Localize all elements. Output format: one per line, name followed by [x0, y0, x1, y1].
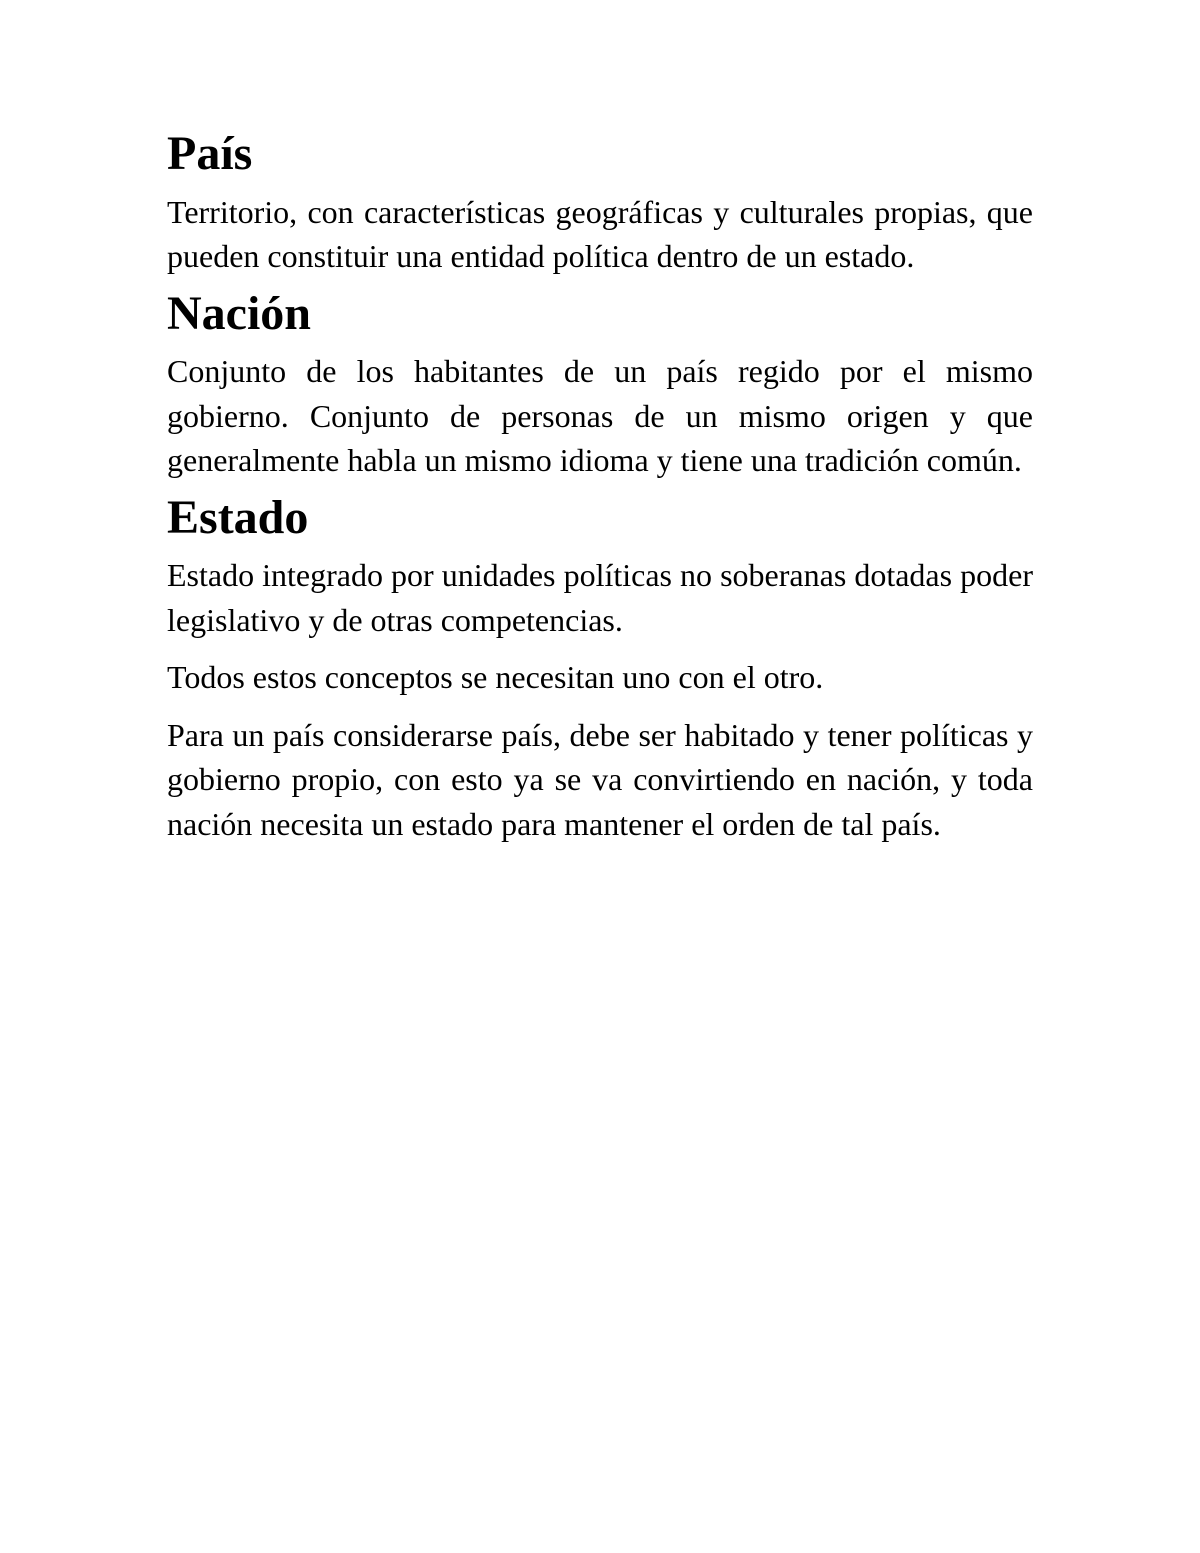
document-body	[167, 127, 1033, 846]
section-heading-pais: País	[167, 127, 253, 180]
section-body-pais: Territorio, con características geográficas y culturales propias, que pueden constituir una entidad política dentro de un estado.	[167, 193, 1033, 274]
section-heading-estado: Estado	[167, 490, 309, 544]
paragraph-conclusion: Para un país considerarse país, debe ser habitado y tener políticas y gobierno propio, con esto ya se va convirtiendo en nación, y toda nación necesita un estado para mantener el orden de tal país.	[167, 716, 1033, 842]
section-heading-nacion: Nación	[167, 286, 311, 340]
section-body-nacion: Conjunto de los habitantes de un país regido por el mismo gobierno. Conjunto de personas de un mismo origen y que generalmente habla un mismo idioma y tiene una tradición común.	[167, 353, 1033, 478]
paragraph-conceptos: Todos estos conceptos se necesitan uno con el otro.	[167, 659, 824, 695]
section-body-estado: Estado integrado por unidades políticas no soberanas dotadas poder legislativo y de otras competencias.	[167, 557, 1033, 638]
